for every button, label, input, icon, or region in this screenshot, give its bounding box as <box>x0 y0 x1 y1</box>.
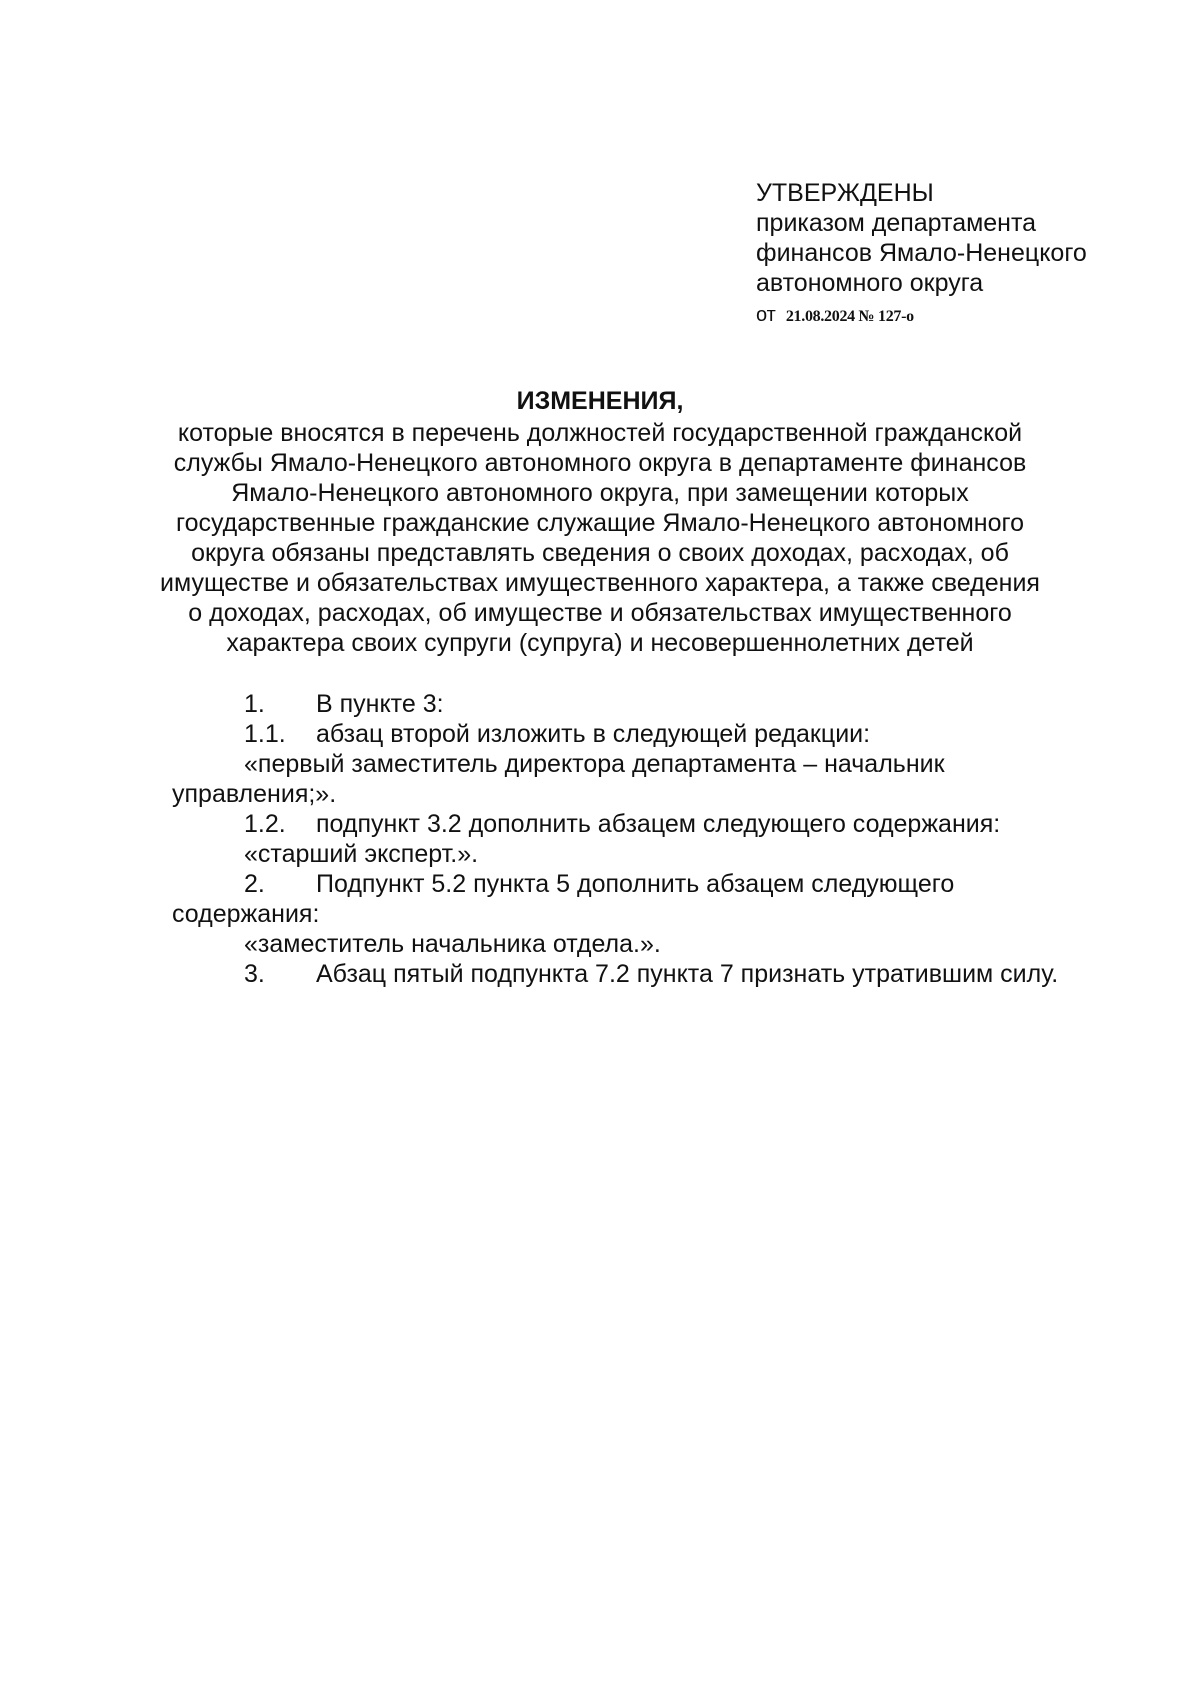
quote-3: «заместитель начальника отдела.». <box>244 930 661 958</box>
approval-heading: УТВЕРЖДЕНЫ <box>756 179 934 207</box>
approval-block <box>756 178 1087 332</box>
subtitle-line: имуществе и обязательствах имущественного характера, а также сведения <box>160 569 1040 597</box>
item-text: Абзац пятый подпункта 7.2 пункта 7 признать утратившим силу. <box>316 960 1059 988</box>
order-date-number: 21.08.2024 № 127-о <box>785 308 914 325</box>
item-number: 1.2. <box>244 810 286 838</box>
quote-1: «первый заместитель директора департамента – начальник <box>244 750 945 778</box>
item-text: В пункте 3: <box>316 690 444 718</box>
document-title: ИЗМЕНЕНИЯ, <box>516 387 684 415</box>
item-1-2 <box>172 809 1132 839</box>
item-3 <box>172 959 1132 989</box>
item-2 <box>172 869 1132 899</box>
subtitle-line: государственные гражданские служащие Ямало-Ненецкого автономного <box>176 509 1024 537</box>
subtitle-line: Ямало-Ненецкого автономного округа, при замещении которых <box>231 479 969 507</box>
item-2-continuation: содержания: <box>172 900 320 928</box>
item-number: 3. <box>244 960 265 988</box>
approval-line: приказом департамента <box>756 209 1037 237</box>
approval-date-line <box>756 300 1087 332</box>
approval-line: финансов Ямало-Ненецкого <box>756 239 1087 267</box>
quote-1-continuation: управления;». <box>172 780 337 808</box>
subtitle-line: о доходах, расходах, об имуществе и обязательствах имущественного <box>188 599 1012 627</box>
item-text: Подпункт 5.2 пункта 5 дополнить абзацем следующего <box>316 870 955 898</box>
item-text: абзац второй изложить в следующей редакции: <box>316 720 871 748</box>
item-number: 1.1. <box>244 720 286 748</box>
subtitle-line: которые вносятся в перечень должностей государственной гражданской <box>177 419 1023 447</box>
item-1-1 <box>172 719 1132 749</box>
subtitle-line: службы Ямало-Ненецкого автономного округа в департаменте финансов <box>173 449 1027 477</box>
quote-2: «старший эксперт.». <box>244 840 479 868</box>
subtitle-line: характера своих супруги (супруга) и несовершеннолетних детей <box>226 629 974 657</box>
item-number: 2. <box>244 870 265 898</box>
item-1 <box>172 689 1132 719</box>
approval-line: автономного округа <box>756 269 984 297</box>
date-prefix: от <box>756 304 776 326</box>
subtitle-line: округа обязаны представлять сведения о своих доходах, расходах, об <box>191 539 1009 567</box>
item-number: 1. <box>244 690 265 718</box>
item-text: подпункт 3.2 дополнить абзацем следующего содержания: <box>316 810 1001 838</box>
document-body <box>172 689 1132 989</box>
document-subtitle <box>0 418 1200 658</box>
